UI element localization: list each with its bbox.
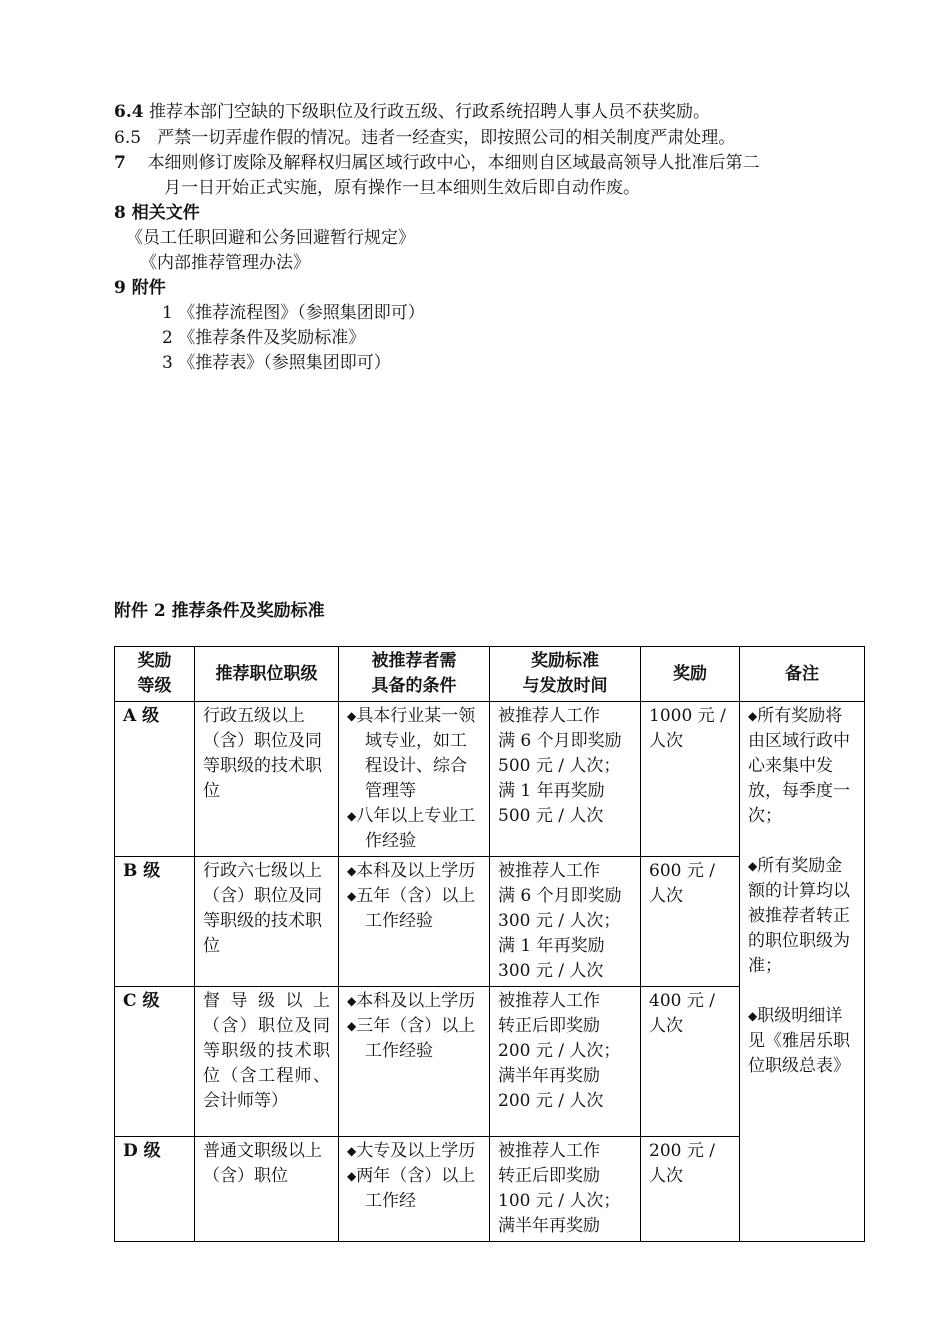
clause-text: 推荐本部门空缺的下级职位及行政五级、行政系统招聘人事人员不获奖励。: [148, 102, 710, 122]
related-doc-1: 《员工任职回避和公务回避暂行规定》: [126, 228, 415, 248]
reward-cell: 400 元 / 人次: [641, 987, 740, 1137]
header-conditions: 被推荐者需 具备的条件: [339, 647, 490, 702]
diamond-bullet-icon: ◆: [347, 864, 357, 878]
reward-cell: 600 元 / 人次: [641, 857, 740, 987]
diamond-bullet-icon: ◆: [347, 1019, 357, 1033]
diamond-bullet-icon: ◆: [347, 809, 357, 823]
clause-number: 7: [114, 153, 126, 173]
position-cell: 普通文职级以上（含）职位: [195, 1137, 339, 1242]
grade-cell: B 级: [115, 857, 195, 987]
diamond-bullet-icon: ◆: [347, 994, 357, 1008]
diamond-bullet-icon: ◆: [748, 709, 758, 723]
grade-cell: C 级: [115, 987, 195, 1137]
clause-text: 本细则修订废除及解释权归属区域行政中心，本细则自区域最高领导人批准后第二: [147, 153, 760, 173]
attachment-item-1: 1 《推荐流程图》（参照集团即可）: [162, 303, 425, 323]
clause-7: [114, 151, 759, 175]
table-row: [115, 702, 865, 857]
section-9-heading: 9 附件: [114, 278, 166, 298]
conditions-cell: ◆大专及以上学历 ◆两年（含）以上工作经: [339, 1137, 490, 1242]
clause-number: 6.4: [114, 102, 144, 122]
standard-cell: 被推荐人工作 满 6 个月即奖励 300 元 / 人次； 满 1 年再奖励 300 元 / 人次: [490, 857, 641, 987]
section-8-heading: 8 相关文件: [114, 203, 200, 223]
reward-cell: 1000 元 / 人次: [641, 702, 740, 857]
position-cell: 行政六七级以上（含）职位及同等职级的技术职位: [195, 857, 339, 987]
attachment-item-2: 2 《推荐条件及奖励标准》: [162, 328, 366, 348]
note-2: 所有奖励金额的计算均以被推荐者转正的职位职级为准；: [748, 856, 850, 976]
header-position: 推荐职位职级: [195, 647, 339, 702]
reward-standards-table: [114, 646, 865, 1242]
header-grade: 奖励 等级: [115, 647, 195, 702]
grade-cell: A 级: [115, 702, 195, 857]
related-doc-2: 《内部推荐管理办法》: [140, 253, 310, 273]
standard-cell: 被推荐人工作 转正后即奖励 100 元 / 人次； 满半年再奖励: [490, 1137, 641, 1242]
attachment-item-3: 3 《推荐表》（参照集团即可）: [162, 353, 391, 373]
conditions-cell: ◆本科及以上学历 ◆五年（含）以上工作经验: [339, 857, 490, 987]
note-3: 职级明细详见《雅居乐职位职级总表》: [748, 1006, 850, 1076]
clause-6-5: [114, 126, 735, 150]
diamond-bullet-icon: ◆: [347, 889, 357, 903]
conditions-cell: ◆本科及以上学历 ◆三年（含）以上工作经验: [339, 987, 490, 1137]
reward-cell: 200 元 / 人次: [641, 1137, 740, 1242]
clause-6-4: [114, 100, 710, 124]
header-reward: 奖励: [641, 647, 740, 702]
diamond-bullet-icon: ◆: [347, 1144, 357, 1158]
appendix-title: 附件 2 推荐条件及奖励标准: [114, 601, 325, 621]
diamond-bullet-icon: ◆: [347, 1169, 357, 1183]
grade-cell: D 级: [115, 1137, 195, 1242]
conditions-cell: ◆具本行业某一领域专业，如工程设计、综合管理等 ◆八年以上专业工作经验: [339, 702, 490, 857]
position-cell: 行政五级以上（含）职位及同等职级的技术职位: [195, 702, 339, 857]
standard-cell: 被推荐人工作 满 6 个月即奖励 500 元 / 人次； 满 1 年再奖励 500 元 / 人次: [490, 702, 641, 857]
diamond-bullet-icon: ◆: [748, 1009, 758, 1023]
header-standard: 奖励标准 与发放时间: [490, 647, 641, 702]
clause-7-continuation: 月一日开始正式实施，原有操作一旦本细则生效后即自动作废。: [164, 178, 640, 198]
diamond-bullet-icon: ◆: [347, 709, 357, 723]
notes-cell: [740, 702, 865, 1242]
position-cell: 督导级以上（含）职位及同等职级的技术职位（含工程师、会计师等）: [195, 987, 339, 1137]
diamond-bullet-icon: ◆: [748, 859, 758, 873]
clause-text: 严禁一切弄虚作假的情况。违者一经查实，即按照公司的相关制度严肃处理。: [157, 128, 736, 148]
standard-cell: 被推荐人工作 转正后即奖励 200 元 / 人次； 满半年再奖励 200 元 / 人次: [490, 987, 641, 1137]
note-1: 所有奖励将由区域行政中心来集中发放，每季度一次；: [748, 706, 850, 826]
header-notes: 备注: [740, 647, 865, 702]
table-header-row: [115, 647, 865, 702]
clause-number: 6.5: [114, 128, 142, 148]
